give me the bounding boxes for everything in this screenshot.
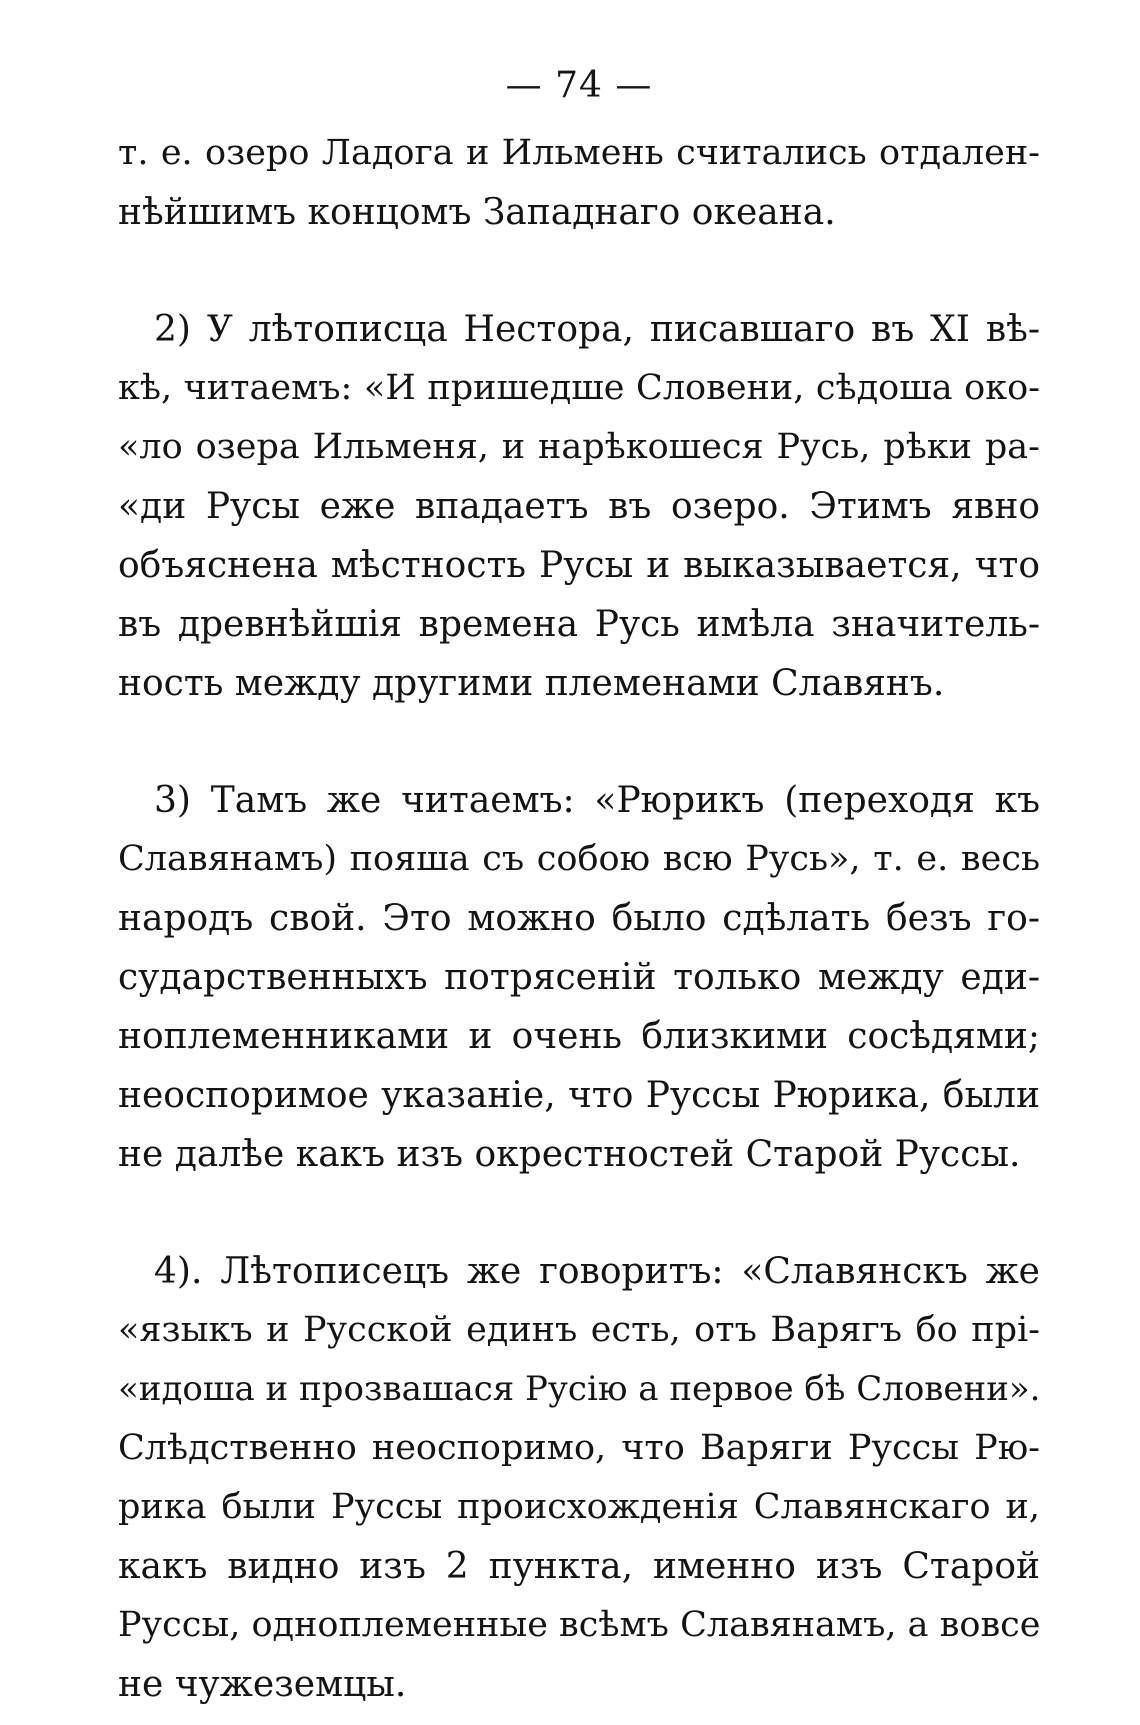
text-line: сударственныхъ потрясеній только между еди- (118, 957, 1040, 998)
text-line: 4). Лѣтописецъ же говоритъ: «Славянскъ же (154, 1251, 1040, 1292)
text-line: не далѣе какъ изъ окрестностей Старой Руссы. (118, 1134, 1021, 1175)
paragraph-4 (118, 1242, 1040, 1714)
text-line: рика были Руссы происхожденія Славянскаго и, (118, 1487, 1040, 1527)
text-line: «идоша и прозвашася Русію а первое бѣ Словени». (118, 1369, 1040, 1409)
text-line: «ло озера Ильменя, и нарѣкошеся Русь, рѣки ра- (118, 427, 1040, 467)
text-line: Руссы, одноплеменные всѣмъ Славянамъ, а вовсе (118, 1605, 1040, 1645)
text-line: Слѣдственно неоспоримо, что Варяги Руссы Рю- (118, 1428, 1040, 1468)
text-line: «языкъ и Русской единъ есть, отъ Варягъ бо прі- (118, 1310, 1040, 1350)
paragraph-2 (118, 300, 1040, 713)
text-line: какъ видно изъ 2 пункта, именно изъ Старой (118, 1546, 1040, 1587)
text-line: ноплеменниками и очень близкими сосѣдями; (118, 1016, 1040, 1057)
text-line: ность между другими племенами Славянъ. (118, 663, 945, 704)
text-line: объяснена мѣстность Русы и выказывается, что (118, 545, 1040, 586)
text-line: кѣ, читаемъ: «И пришедше Словени, сѣдоша око- (118, 368, 1040, 408)
text-line: 3) Тамъ же читаемъ: «Рюрикъ (переходя къ (154, 780, 1040, 821)
text-line: нѣйшимъ концомъ Западнаго океана. (118, 192, 836, 233)
text-line: неоспоримое указаніе, что Руссы Рюрика, были (118, 1075, 1040, 1116)
text-line: т. е. озеро Ладога и Ильмень считались отдален- (118, 133, 1040, 173)
page-number: — 74 — (505, 65, 653, 106)
page (118, 56, 1040, 1714)
paragraph-1 (118, 124, 1040, 242)
text-line: въ древнѣйшія времена Русь имѣла значитель- (118, 604, 1040, 645)
text-line: 2) У лѣтописца Нестора, писавшаго въ XI вѣ- (154, 309, 1040, 350)
text-line: Славянамъ) пояша съ собою всю Русь», т. е. весь (118, 839, 1040, 879)
text-line: народъ свой. Это можно было сдѣлать безъ го- (118, 898, 1040, 939)
text-line: не чужеземцы. (118, 1664, 407, 1705)
paragraph-3 (118, 771, 1040, 1184)
text-line: «ди Русы еже впадаетъ въ озеро. Этимъ явно (118, 486, 1040, 527)
